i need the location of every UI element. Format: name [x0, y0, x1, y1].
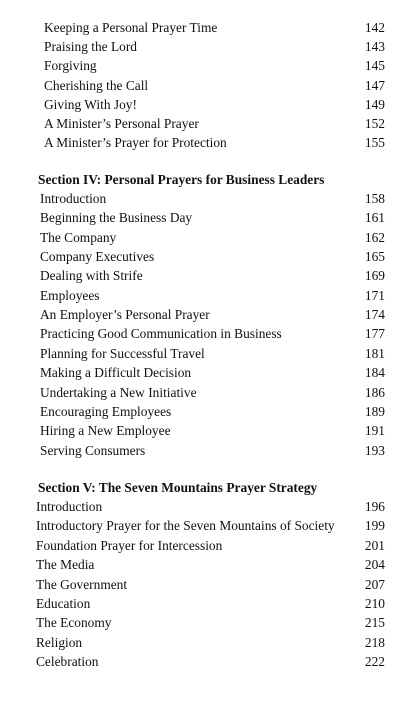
toc-entry [0, 555, 419, 574]
toc-entry-page-number: 162 [364, 229, 385, 245]
toc-entry-title: Religion [36, 634, 83, 650]
toc-entry-title: Foundation Prayer for Intercession [36, 537, 223, 553]
toc-entry-title: Introduction [36, 499, 103, 514]
toc-entry-page-number: 193 [364, 442, 385, 458]
toc-entry [0, 56, 419, 75]
toc-entry-page-number: 207 [364, 576, 385, 592]
toc-entry-title: Keeping a Personal Prayer Time [44, 20, 218, 35]
toc-entry [0, 516, 419, 535]
toc-entry [0, 497, 419, 516]
toc-entry-page-number: 155 [364, 135, 385, 151]
toc-entry-title: Introduction [40, 191, 107, 206]
toc-entry-title: Hiring a New Employee [40, 423, 171, 439]
toc-entry-title: Beginning the Business Day [40, 210, 193, 226]
toc-entry [0, 633, 419, 652]
toc-entry-page-number: 177 [364, 326, 385, 342]
toc-entry-page-number: 158 [364, 191, 385, 206]
toc-entry-title: Education [36, 596, 91, 611]
toc-entry-page-number: 174 [364, 307, 385, 323]
toc-entry [0, 441, 419, 460]
toc-entry [0, 133, 419, 152]
toc-entry-page-number: 215 [364, 615, 385, 631]
toc-entry-title: The Media [36, 557, 95, 573]
toc-entry [0, 652, 419, 671]
toc-entry [0, 18, 419, 37]
toc-entry [0, 344, 419, 363]
section-heading: Section V: The Seven Mountains Prayer Strategy [38, 480, 318, 495]
toc-entry-title: Encouraging Employees [40, 403, 172, 419]
toc-entry [0, 536, 419, 555]
toc-entry-page-number: 184 [364, 365, 385, 381]
toc-entry-page-number: 152 [364, 116, 385, 131]
toc-entry-page-number: 145 [364, 58, 385, 74]
section-heading: Section IV: Personal Prayers for Business Leaders [38, 172, 325, 187]
toc-entry [0, 363, 419, 382]
toc-entry-title: The Company [40, 229, 117, 245]
toc-entry-title: Cherishing the Call [44, 77, 149, 93]
toc-entry-title: Planning for Successful Travel [40, 345, 205, 361]
toc-entry-page-number: 196 [364, 499, 385, 514]
toc-entry [0, 228, 419, 247]
toc-entry-page-number: 186 [364, 384, 385, 400]
toc-entry-title: Introductory Prayer for the Seven Mountains of Society [36, 518, 335, 534]
toc-entry-title: A Minister’s Prayer for Protection [44, 135, 227, 151]
toc-entry-title: The Government [36, 576, 128, 592]
toc-entry-page-number: 142 [364, 20, 385, 35]
toc-entry-title: The Economy [36, 615, 112, 631]
toc-entry-title: Undertaking a New Initiative [40, 384, 197, 400]
toc-entry-page-number: 181 [364, 345, 385, 361]
toc-entry [0, 383, 419, 402]
toc-entry-page-number: 143 [364, 39, 385, 55]
toc-entry [0, 114, 419, 133]
toc-entry [0, 189, 419, 208]
toc-entry [0, 421, 419, 440]
toc-entry-title: Giving With Joy! [44, 96, 137, 112]
toc-entry-title: Forgiving [44, 58, 97, 74]
toc-entry-title: Celebration [36, 654, 99, 670]
toc-entry [0, 286, 419, 305]
toc-entry-title: A Minister’s Personal Prayer [44, 116, 199, 131]
toc-entry [0, 324, 419, 343]
toc-entry [0, 76, 419, 95]
toc-entry-title: Practicing Good Communication in Business [40, 326, 282, 342]
toc-entry-page-number: 199 [364, 518, 385, 534]
toc-entry-title: Making a Difficult Decision [40, 365, 192, 381]
toc-entry-page-number: 147 [364, 77, 385, 93]
toc-entry [0, 594, 419, 613]
toc-entry [0, 575, 419, 594]
toc-entry-page-number: 161 [364, 210, 385, 226]
toc-entry [0, 305, 419, 324]
toc-entry-page-number: 149 [364, 96, 385, 112]
toc-entry-title: Dealing with Strife [40, 268, 143, 284]
toc-entry-title: Employees [40, 287, 100, 303]
toc-entry-page-number: 189 [364, 403, 385, 419]
toc-entry [0, 37, 419, 56]
toc-entry [0, 208, 419, 227]
toc-entry-page-number: 171 [364, 287, 385, 303]
toc-entry [0, 266, 419, 285]
toc-entry-title: An Employer’s Personal Prayer [40, 307, 210, 323]
toc-entry-title: Company Executives [40, 249, 155, 265]
toc-entry-title: Serving Consumers [40, 442, 146, 458]
toc-entry-page-number: 222 [364, 654, 385, 670]
toc-entry [0, 247, 419, 266]
toc-entry-title: Praising the Lord [44, 39, 137, 55]
toc-entry-page-number: 201 [364, 537, 385, 553]
toc-entry-page-number: 218 [364, 634, 385, 650]
toc-entry-page-number: 165 [364, 249, 385, 265]
toc-entry-page-number: 191 [364, 423, 385, 439]
toc-entry [0, 402, 419, 421]
toc-entry-page-number: 204 [364, 557, 385, 573]
toc-entry-page-number: 210 [364, 596, 385, 611]
toc-entry [0, 95, 419, 114]
toc-entry [0, 613, 419, 632]
toc-entry-page-number: 169 [364, 268, 385, 284]
